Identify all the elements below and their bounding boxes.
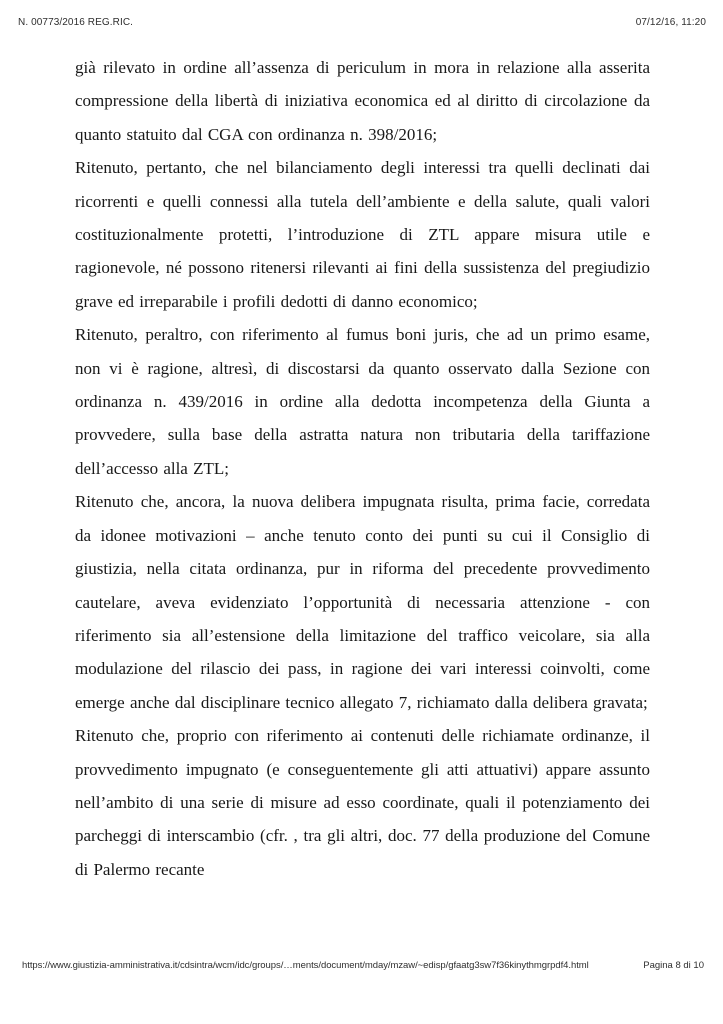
print-header [18, 17, 706, 28]
paragraph-delibera-impugnata: Ritenuto che, ancora, la nuova delibera impugnata risulta, prima facie, corredata da idonee motivazioni – anche tenuto conto dei punti su cui il Consiglio di giustizia, nella citata ordinanza, pur in riforma del precedente provvedimento cautelare, aveva evidenziato l’opportunità di necessaria attenzione - con riferimento sia all’estensione della limitazione del traffico veicolare, sia alla modulazione del rilascio dei pass, in ragione dei vari interessi coinvolti, come emerge anche dal disciplinare tecnico allegato 7, richiamato dalla delibera gravata; [75, 492, 650, 712]
paragraph-periculum: già rilevato in ordine all’assenza di periculum in mora in relazione alla asserita compressione della libertà di iniziativa economica ed al diritto di circolazione da quanto statuito dal CGA con ordinanza n. 398/2016; [75, 58, 650, 144]
page-indicator: Pagina 8 di 10 [643, 960, 704, 971]
paragraph-bilanciamento: Ritenuto, pertanto, che nel bilanciamento degli interessi tra quelli declinati dai ricorrenti e quelli connessi alla tutela dell’ambiente e della salute, quali valori costituzionalmente protetti, l’introduzione di ZTL appare misura utile e ragionevole, né possono ritenersi rilevanti ai fini della sussistenza del pregiudizio grave ed irreparabile i profili dedotti di danno economico; [75, 158, 650, 311]
print-datetime: 07/12/16, 11:20 [635, 17, 706, 28]
paragraph-ordinanze-richiamate: Ritenuto che, proprio con riferimento ai contenuti delle richiamate ordinanze, il provvedimento impugnato (e conseguentemente gli atti attuativi) appare assunto nell’ambito di una serie di misure ad esso coordinate, quali il potenziamento dei parcheggi di interscambio (cfr. , tra gli altri, doc. 77 della produzione del Comune di Palermo recante [75, 726, 650, 879]
paragraph-fumus-boni-juris: Ritenuto, peraltro, con riferimento al fumus boni juris, che ad un primo esame, non vi è ragione, altresì, di discostarsi da quanto osservato dalla Sezione con ordinanza n. 439/2016 in ordine alla dedotta incompetenza della Giunta a provvedere, sulla base della astratta natura non tributaria della tariffazione dell’accesso alla ZTL; [75, 325, 650, 478]
registry-number: N. 00773/2016 REG.RIC. [18, 17, 134, 28]
source-url: https://www.giustizia-amministrativa.it/cdsintra/wcm/idc/groups/…ments/document/mday/mzaw/~edisp/gfaatg3sw7f36kinythmgrpdf4.html [22, 960, 589, 971]
print-footer [22, 960, 704, 971]
document-body [75, 51, 650, 886]
